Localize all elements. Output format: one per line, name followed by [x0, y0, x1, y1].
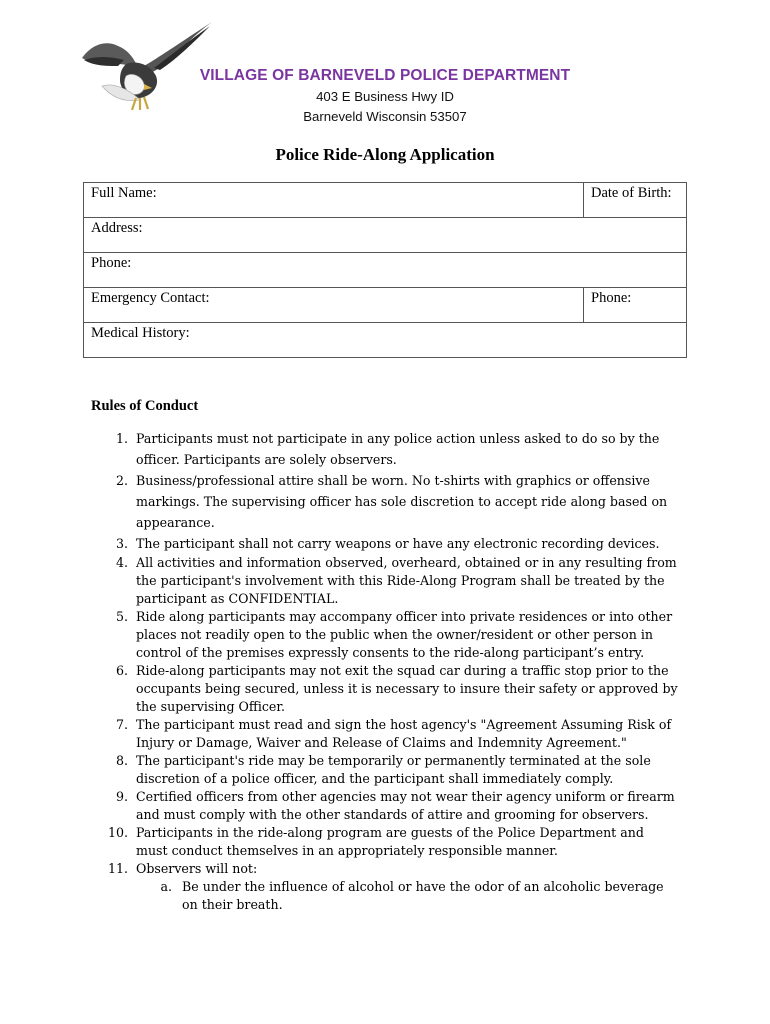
rule-number: 6. [115, 663, 128, 678]
full-name-label: Full Name: [91, 185, 157, 201]
rule-item [78, 470, 678, 533]
medical-history-label: Medical History: [91, 325, 190, 341]
rules-heading: Rules of Conduct [91, 398, 199, 414]
rule-text: The participant must read and sign the host agency's "Agreement Assuming Risk of Injury or Damage, Waiver and Release of Claims and Indemnity Agreement." [136, 717, 672, 750]
medical-history-field[interactable] [84, 323, 687, 358]
rule-text: Ride along participants may accompany officer into private residences or into other places not readily open to the public when the owner/resident or other person in control of the premises expressly consents to the ride-along participant’s entry. [136, 609, 673, 660]
department-name: VILLAGE OF BARNEVELD POLICE DEPARTMENT [199, 67, 571, 84]
rule-text: Certified officers from other agencies may not wear their agency uniform or firearm and must comply with the other standards of attire and grooming for observers. [136, 789, 675, 822]
rule-item [78, 788, 678, 824]
rule-text: The participant shall not carry weapons or have any electronic recording devices. [136, 536, 660, 551]
address-line-1: 403 E Business Hwy ID [316, 89, 454, 104]
rule-number: 1. [115, 431, 128, 446]
rule-text: Participants must not participate in any police action unless asked to do so by the officer. Participants are solely observers. [136, 431, 660, 467]
form-title: Police Ride-Along Application [275, 145, 495, 164]
emergency-phone-field[interactable] [584, 288, 687, 323]
rule-item [78, 662, 678, 716]
rule-text: Ride-along participants may not exit the squad car during a traffic stop prior to the occupants being secured, unless it is necessary to insure their safety or approved by the supervising Officer. [136, 663, 678, 714]
application-form-table [83, 182, 687, 358]
rules-list [78, 428, 678, 914]
emergency-phone-label: Phone: [591, 290, 632, 306]
address-line-2: Barneveld Wisconsin 53507 [303, 109, 467, 124]
rule-number: 7. [115, 717, 128, 732]
emergency-contact-label: Emergency Contact: [91, 290, 210, 306]
rule-number: 4. [115, 555, 128, 570]
rule-item [78, 752, 678, 788]
rule-item [78, 533, 678, 554]
date-of-birth-field[interactable] [584, 183, 687, 218]
rule-item [78, 716, 678, 752]
rule-number: 9. [115, 789, 128, 804]
rule-item [78, 554, 678, 608]
date-of-birth-label: Date of Birth: [591, 185, 672, 201]
rule-number: 10. [107, 825, 128, 840]
rule-item [78, 860, 678, 914]
sub-rule-letter: a. [160, 879, 172, 894]
rule-item [78, 608, 678, 662]
emergency-contact-field[interactable] [84, 288, 584, 323]
rule-number: 11. [107, 861, 128, 876]
address-label: Address: [91, 220, 143, 236]
full-name-field[interactable] [84, 183, 584, 218]
rule-number: 8. [115, 753, 128, 768]
rule-number: 5. [115, 609, 128, 624]
rule-text: Participants in the ride-along program are guests of the Police Department and must conduct themselves in an appropriately responsible manner. [136, 825, 644, 858]
rule-item [78, 824, 678, 860]
rule-number: 2. [115, 473, 128, 488]
sub-rules-list [136, 878, 678, 914]
sub-rule-text: Be under the influence of alcohol or have the odor of an alcoholic beverage on their breath. [182, 879, 664, 912]
phone-field[interactable] [84, 253, 687, 288]
rule-text: Observers will not: [136, 861, 258, 876]
rule-text: The participant's ride may be temporarily or permanently terminated at the sole discretion of a police officer, and the participant shall immediately comply. [136, 753, 651, 786]
rule-item [78, 428, 678, 470]
sub-rule-item [136, 878, 678, 914]
rule-text: Business/professional attire shall be worn. No t-shirts with graphics or offensive markings. The supervising officer has sole discretion to accept ride along based on appearance. [136, 473, 668, 530]
address-field[interactable] [84, 218, 687, 253]
rule-number: 3. [115, 536, 128, 551]
rule-text: All activities and information observed, overheard, obtained or in any resulting from the participant's involvement with this Ride-Along Program shall be treated by the participant as CONFIDENTIAL. [136, 555, 677, 606]
phone-label: Phone: [91, 255, 132, 271]
